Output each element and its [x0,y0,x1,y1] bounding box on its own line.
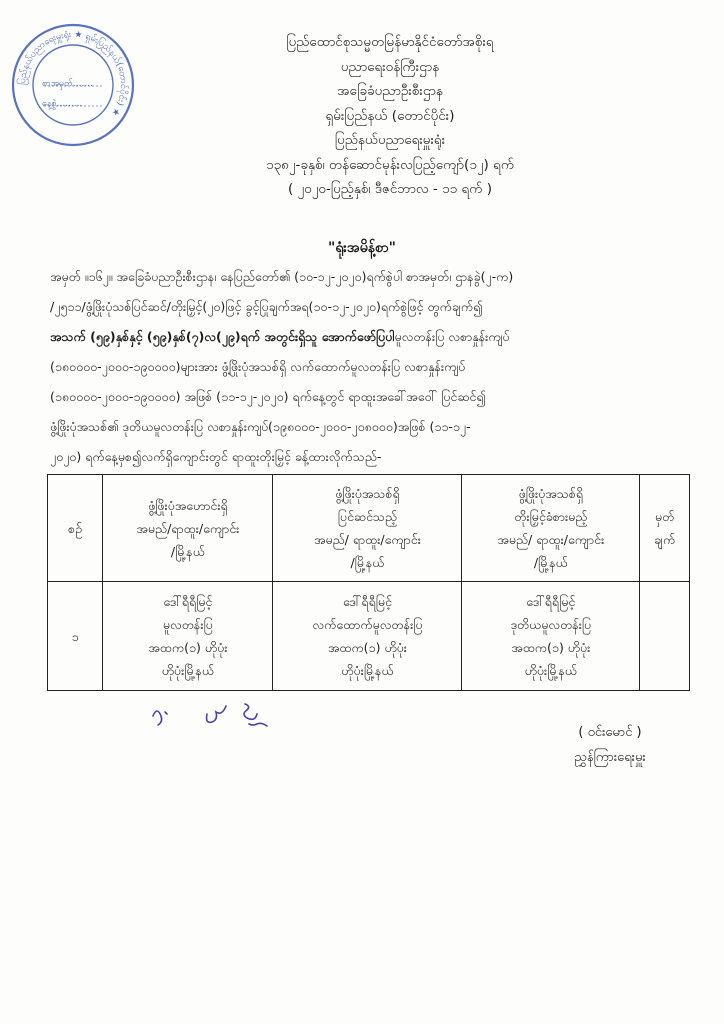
stamp-ref-label: စာအမှတ်....... [42,79,93,89]
body-line-rest: မူလတန်းပြ လစာနှုန်းကျပ် [394,329,510,344]
office-stamp [8,20,138,150]
header-state: ရှမ်းပြည်နယ် (တောင်ပိုင်း) [325,107,455,124]
header-amended-position: ဖွံ့ဖြိုးပုံအသစ်ရှိ ပြင်ဆင်သည့် အမည်/ ရာထူး/ကျောင်း /မြို့နယ် [273,475,462,582]
header-myanmar-date: ၁၃၈၂-ခုနှစ်၊ တန်ဆောင်မုန်းလပြည့်ကျော်(၁၂) ရက် [265,156,515,173]
header-promoted-position: ဖွံ့ဖြိုးပုံအသစ်ရှိ တိုးမြှင့်ခံစားမည့် အမည်/ ရာထူး/ကျောင်း /မြို့နယ် [462,475,640,582]
cell-promoted-position: ဒေါ်ရီရီမြင့် ဒုတိယမူလတန်းပြ အထက(၁) ဟိုပုံး ဟိုပုံးမြို့နယ် [462,582,640,691]
transfer-table [47,474,690,691]
svg-text:ပြည်နယ်ပညာရေးမှူးရုံး ★ ရှမ်းပ: ပြည်နယ်ပညာရေးမှူးရုံး ★ ရှမ်းပြည်နယ်(တောင်ပိုင်း) ★ [17,29,129,118]
table-row [48,582,690,691]
header-old-position: ဖွံ့ဖြိုးပုံအဟောင်းရှိ အမည်/ရာထူး/ကျောင်း /မြို့နယ် [103,475,273,582]
cell-amended-position: ဒေါ်ရီရီမြင့် လက်ထောက်မူလတန်းပြ အထက(၁) ဟိုပုံး ဟိုပုံးမြို့နယ် [273,582,462,691]
body-bold-phrase: အသက် (၅၉)နှစ်နှင့် (၅၉)နှစ်(၇)လ(၂၉)ရက် အတွင်းရှိသူ အောက်ဖော်ပြပါ [50,329,395,344]
signature-block [540,720,680,770]
handwritten-initials [145,698,305,734]
body-line: ၂၀၂၀) ရက်နေ့မှစ၍လက်ရှိကျောင်းတွင် ရာထူးတိုးမြှင့် ခန့်ထားလိုက်သည်- [50,449,382,464]
cell-old-position: ဒေါ်ရီရီမြင့် မူလတန်းပြ အထက(၁) ဟိုပုံး ဟိုပုံးမြို့နယ် [103,582,273,691]
header-office: ပြည်နယ်ပညာရေးမှူးရုံး [334,132,446,148]
header-gregorian-date: ( ၂၀၂၀-ပြည့်နှစ်၊ ဒီဇင်ဘာလ - ၁၁ ရက် ) [287,181,493,197]
cell-remarks [640,582,690,691]
header-remarks: မှတ် ချက် [640,475,690,582]
cell-serial: ၁ [48,582,103,691]
header-ministry: ပညာရေးဝန်ကြီးဌာန [340,58,440,75]
body-line: /၂၅၁၁/ဖွံ့ဖြိုးပုံသစ်ပြင်ဆင်/တိုးမြှင့်(၂၀)ဖြင့် ခွင့်ပြုချက်အရ(၁၀-၁၂-၂၀၂၀)ရက်စွဲဖြင့် တွက်ချက်၍ [50,299,483,314]
header-serial: စဉ် [48,475,103,582]
order-body [50,262,660,472]
body-line: (၁၈၀၀၀၀-၂၀၀၀-၁၉၀၀၀၀) အဖြစ် (၁၁-၁၂-၂၀၂၀) ရက်နေ့တွင် ရာထူးအခေါ်အဝေါ် ပြင်ဆင်၍ [50,389,486,404]
letterhead [180,30,600,202]
signatory-name: ( ဝင်းမောင် ) [578,725,642,740]
body-line-with-bold [50,322,660,352]
stamp-date-label: နေ့စွဲ......... [42,99,83,109]
signatory-title: ညွှန်ကြားရေးမှူး [574,750,646,765]
body-line: ဖွံ့ဖြိုးပုံအသစ်၏ ဒုတိယမူလတန်းပြ လစာနှုန်းကျပ်(၁၉၈၀၀၀-၂၀၀၀-၂၀၈၀၀၀)အဖြစ် (၁၁-၁၂- [50,419,471,434]
header-department: အခြေခံပညာဦးစီးဌာန [337,83,443,99]
body-line: အမှတ် ။၁၆၂။ အခြေခံပညာဦးစီးဌာန၊ နေပြည်တော်၏ (၁၀-၁၂-၂၀၂၀)ရက်စွဲပါ စာအမှတ်၊ ဌာနခွဲ(၂-က) [50,269,514,284]
document-title: "ရုံးအမိန့်စာ" [328,240,396,256]
body-line: (၁၈၀၀၀၀-၂၀၀၀-၁၉၀၀၀၀)များအား ဖွံ့ဖြိုးပုံအသစ်ရှိ လက်ထောက်မူလတန်းပြ လစာနှုန်းကျပ် [50,359,466,374]
table-header-row [48,475,690,582]
header-government: ပြည်ထောင်စုသမ္မတမြန်မာနိုင်ငံတော်အစိုးရ [286,34,494,50]
